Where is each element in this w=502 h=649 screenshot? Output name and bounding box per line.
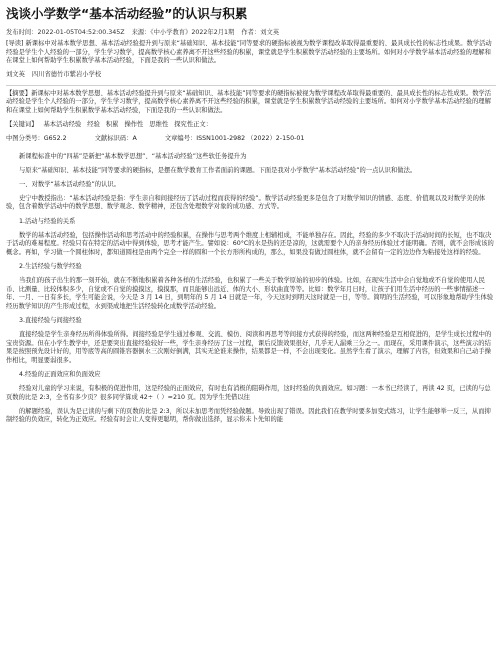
keyword: 基本活动经验 [43,120,82,128]
keywords-label: 【关键词】 [6,120,38,128]
body-paragraph: 的解题经验，误认为是已读的与剩下的页数的比是 2:3，所以未加思考而凭经验做题。导致出现了错误。因此我们在教学时要多加变式练习，让学生能够举一反三，从而抑制经验的负效应，转化为正效应。经验有时会让人变得更聪明，帮你做出选择，显示你未卜先知的能 [6,407,491,424]
author-meta: 作者：刘文英 [241,29,280,36]
classification-line [6,134,496,143]
body-paragraph: 新课程标准中的“四基”是新把“基本数学思想”、“基本活动经验”这些软任务提升为 [19,152,247,160]
keyword: 探究性正文： [174,120,213,128]
body-paragraph: 经验对儿童的学习来说，有积极的促进作用，这是经验的正面效应，有时也有消极的阻碍作用，这时经验的负面效应。如习题：一本书已经读了，再读 42 页，已读的与总页数的比是 2:3，全书有多少页？很多同学算成 42÷（ ）=210 页。因为学生凭借以往 [6,384,491,401]
abstract: 【摘要】新课标中对基本数学思想、基本活动经验提升到与原来“基础知识、基本技能”同等要求的硬指标被视为数学课程改革取得最重要的、最具成长性的标志性成果。数学活动经验是学生个人经验的一部分，学生学习数学，提高数学核心素养离不开这些经验的积累，课堂就是学生积累数学活动经验的主要场所。如何对小学数学基本活动经验的理解和在课堂上如何帮助学生积累数学基本活动经验，下面是我的一些认识和做法。 [6,89,492,114]
divider [6,85,496,86]
article-body [6,153,496,425]
keyword: 思维性 [149,120,169,128]
keywords [6,120,496,129]
section-heading: 3.直接经验与间接经验 [19,316,82,324]
body-paragraph: 与原来“基础知识、基本技能”同等要求的硬指标，是摆在数学教育工作者面前的课题。下面是我对小学数学“基本活动经验”的一点认识和做法。 [19,166,417,174]
body-paragraph: 当我们的孩子出生的那一刻开始，就在不断地积累着各种各样的生活经验，也积累了一些关于数学原始的初步的体验。比如，在现实生活中会自觉地或不自觉的使用人民币、比测量、比较体积多少，自觉或不自觉的摸摸这，摸摸那，而且能够出远近、体的大小、形状曲直等等。比如：数学年月日时，让孩子们用生活中经历的一些事情描述一年、一月、一日有多长，学生可能会说，今天是 3 月 14 日，到明年的 5 月 14 日就是一年，今天这时到明天这时就是一日，等等。简明的生活经验，可以形象地帮助学生体验经历数学知识的产生形成过程，水到渠成地把生活经验转化成数学活动经验。 [6,277,494,310]
body-paragraph: 数学的基本活动经验，包括操作活动和思考活动中的经验积累，在操作与思考两个维度上相辅相成，不能单独存在。因此，经验的多少不取决于活动时间的长短，也不取决于活动的难易程度。经验只有在特定的活动中得到体验，思考才能产生。譬如说：60°C的水是热的还是凉的，这就需要个人的亲身经历体验过才能明确。否则，就不会形成该的概念。再如，学习做一个圆柱体时，都知道圆柱是由两个完全一样的圆和一个长方形所构成的，那么，如果没有做过圆柱体，就不会留有一定的边边作为粘接处这样的经验。 [6,231,494,256]
keyword: 积累 [105,120,119,128]
author-affiliation: 四川省德竹市紫岩小学校 [31,70,102,78]
section-heading: 2.生活经验与数学经验 [19,262,82,270]
clc-number: 中图分类号：G652.2 [6,134,67,142]
article-number: 文章编号：ISSN1001-2982 （2022）2-150-01 [164,134,305,142]
keyword: 经验 [87,120,100,128]
section-heading: 一、对数学“基本活动经验”的认识。 [19,180,120,188]
author-line [6,70,496,79]
publish-time: 发布时间：2022-01-05T04:52:00.345Z [6,29,125,36]
body-paragraph: 史宁中教授指出：“基本活动经验是指：学生亲自和间接经历了活动过程而获得的经验”。数学活动经验更多是包含了对数学知识的情感、态度、价值观以及对数学美的体验，包含着数学活动中的数学思想、数学观念、数学精神，还包含处理数学对象的成功感、方式等。 [6,194,486,211]
keyword: 操作性 [124,120,144,128]
author-name: 刘文英 [6,70,25,78]
guide-paragraph: [导读] 新课标中对基本数学思想、基本活动经验提升到与原来“基础知识、基本技能”同等要求的硬指标被视为数学课程改革取得最重要的、最具成长性的标志性成果。数学活动经验是学生个人经验的一部分，学生学习数学，提高数学核心素养离不开这些经验的积累，课堂就是学生积累数学活动经验的主要场所。如何对小学数学基本活动经验的理解和在课堂上如何帮助学生积累数学基本活动经验，下面是我的一些认识和做法。 [6,40,492,65]
source: 来源：《中小学教育》2022年2月1期 [131,29,235,36]
section-heading: 1.活动与经验的关系 [19,217,76,225]
article-meta [6,28,496,37]
body-paragraph: 直接经验是学生亲身经历所得体验所得。间接经验是学生通过参观、交流、模仿、阅读和再思考等间接方式获得的经验，而这两种经验是互相促进的，是学生成长过程中的宝贵资源。但在小学生教学中，还是要突出直接经验较好一些，学生亲身经历了这一过程，课后反馈效果很好，几乎无人漏乘三分之一。而现在，采用课件演示，这些演示的结果是按照预先设计好的，用等底等高的圆锥容器倒水三次刚好倒满，其实无论谁来操作，结果都是一样，不会出现变化。虽然学生看了演示，理解了内容，但效果和自己动手操作相比，明显要弱很多。 [6,330,492,364]
article-title: 浅谈小学数学“基本活动经验”的认识与积累 [6,6,248,21]
section-heading: 4.经验的正面效应和负面效应 [19,370,101,378]
doc-code: 文献标识码：A [94,134,137,142]
